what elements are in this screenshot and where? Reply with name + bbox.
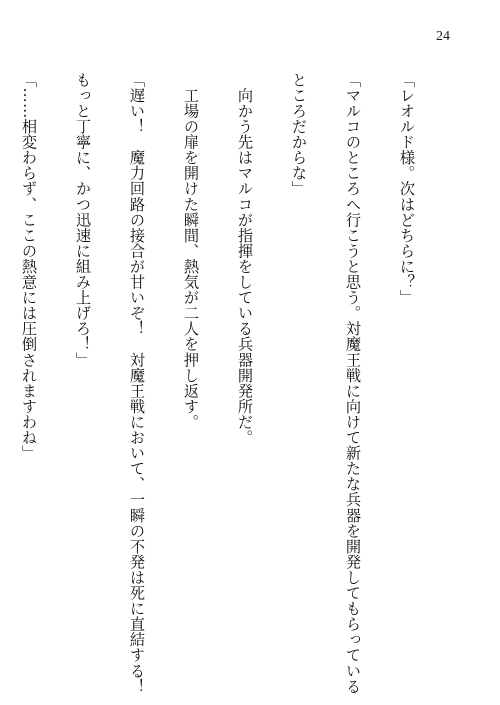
text-line: もっと丁寧に、かつ迅速に組み上げろ！」: [74, 72, 92, 368]
text-line: 向かう先はマルコが指揮をしている兵器開発所だ。: [236, 72, 254, 446]
page-number: 24: [436, 29, 450, 44]
text-line: 工場の扉を開けた瞬間、熱気が二人を押し返す。: [182, 72, 200, 430]
text-line: 「マルコのところへ行こうと思う。対魔王戦に向けて新たな兵器を開発してもらっている: [344, 72, 362, 694]
text-line: 「……相変わらず、ここの熱意には圧倒されますわね」: [20, 72, 38, 461]
text-line: 「遅い！ 魔力回路の接合が甘いぞ！ 対魔王戦において、一瞬の不発は死に直結する！: [128, 72, 146, 694]
text-line: ところだからな」: [290, 72, 308, 197]
text-line: 「レオルド様。次はどちらに？」: [398, 72, 416, 306]
vertical-text-body: [0, 72, 452, 694]
